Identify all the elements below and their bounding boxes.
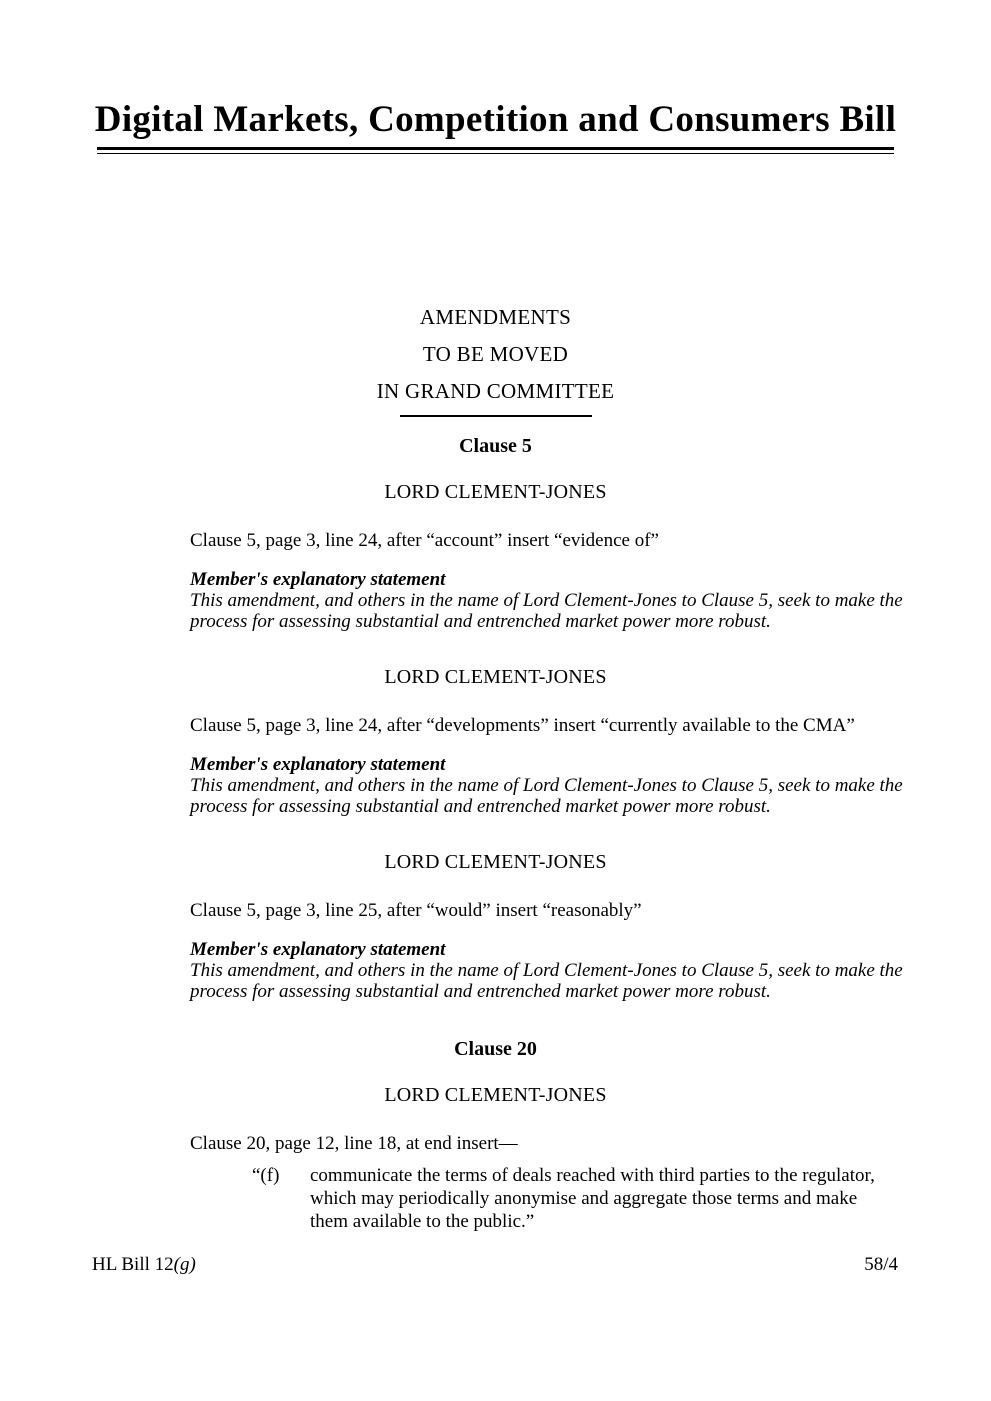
subclause-text-line: which may periodically anonymise and aggregate those terms and make [310,1188,858,1209]
bill-reference-text: HL Bill 12 [92,1254,174,1275]
explanatory-text-line: process for assessing substantial and entrenched market power more robust. [190,611,771,632]
bill-reference [92,1253,196,1277]
explanatory-heading: Member's explanatory statement [190,939,446,960]
amendment-4 [0,1082,991,1233]
front-heading-to-be-moved: TO BE MOVED [422,342,569,366]
subclause-text [310,1164,931,1233]
sponsor-name: LORD CLEMENT-JONES [384,1084,607,1106]
explanatory-statement [190,754,911,817]
amendment-1 [0,479,991,632]
explanatory-text-line: process for assessing substantial and entrenched market power more robust. [190,981,771,1002]
subclause-text-line: them available to the public.” [310,1211,535,1232]
explanatory-text-line: process for assessing substantial and entrenched market power more robust. [190,796,771,817]
amendment-instruction: Clause 5, page 3, line 24, after “account” insert “evidence of” [190,530,659,551]
front-matter [0,304,991,417]
explanatory-text-line: This amendment, and others in the name of Lord Clement-Jones to Clause 5, seek to make the [190,775,903,796]
explanatory-text-line: This amendment, and others in the name of Lord Clement-Jones to Clause 5, seek to make the [190,590,903,611]
subclause-marker: “(f) [252,1165,280,1186]
front-heading-amendments: AMENDMENTS [419,305,572,329]
inserted-subclause [252,1164,931,1233]
subclause-text-line: communicate the terms of deals reached with third parties to the regulator, [310,1165,875,1186]
clause-5-heading: Clause 5 [459,435,532,457]
sponsor-name: LORD CLEMENT-JONES [384,481,607,503]
sponsor-name: LORD CLEMENT-JONES [384,851,607,873]
amendment-sheet-number: 58/4 [864,1254,898,1275]
explanatory-text-line: This amendment, and others in the name of Lord Clement-Jones to Clause 5, seek to make the [190,960,903,981]
bill-reference-suffix: (g) [173,1254,196,1275]
amendment-instruction: Clause 20, page 12, line 18, at end insert— [190,1133,518,1154]
amendment-instruction: Clause 5, page 3, line 24, after “developments” insert “currently available to the CMA” [190,715,855,736]
explanatory-heading: Member's explanatory statement [190,569,446,590]
explanatory-statement [190,569,911,632]
amendment-3 [0,849,991,1002]
front-heading-committee: IN GRAND COMMITTEE [376,379,615,403]
front-heading-rule [400,415,592,417]
amendment-2 [0,664,991,817]
sponsor-name: LORD CLEMENT-JONES [384,666,607,688]
clause-20-heading: Clause 20 [454,1038,537,1060]
explanatory-heading: Member's explanatory statement [190,754,446,775]
explanatory-statement [190,939,911,1002]
bill-title: Digital Markets, Competition and Consumers Bill [94,99,897,140]
title-double-rule [97,147,894,154]
page-footer [92,1253,898,1277]
amendment-instruction: Clause 5, page 3, line 25, after “would” insert “reasonably” [190,900,642,921]
